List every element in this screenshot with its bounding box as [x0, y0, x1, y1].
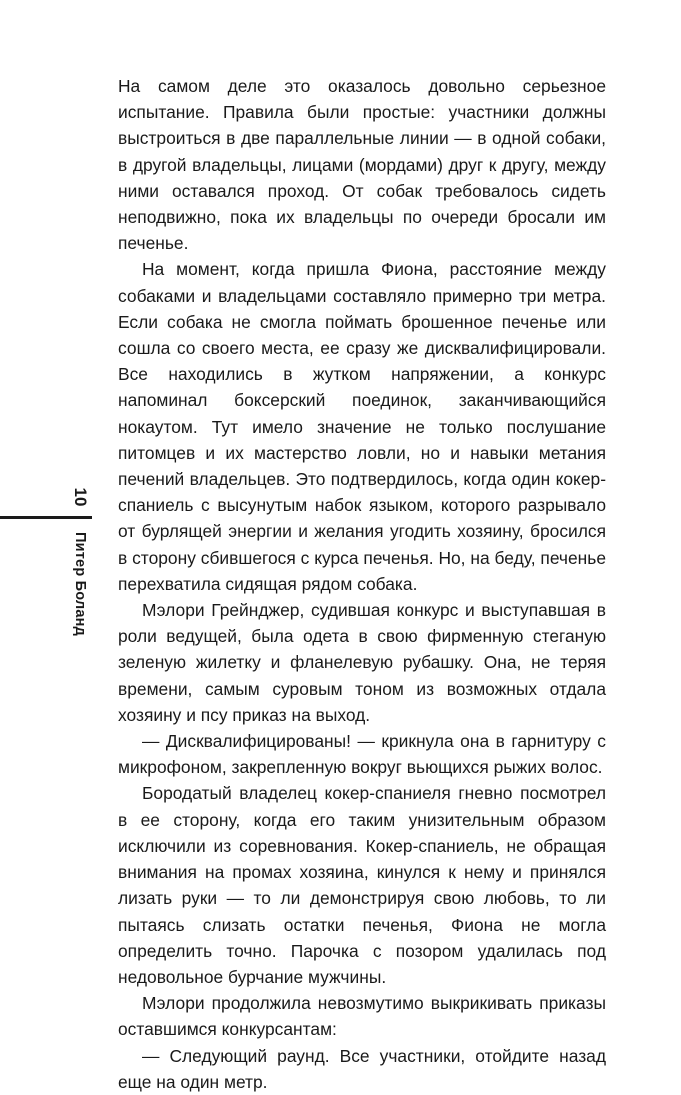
paragraph: — Дисквалифицированы! — крикнула она в гарнитуру с микрофоном, закрепленную вокруг вьющихся рыжих волос.	[118, 731, 606, 778]
running-head-author: Питер Боланд	[72, 532, 88, 636]
paragraph: Мэлори Грейнджер, судившая конкурс и выступавшая в роли ведущей, была одета в свою фирменную стеганую зеленую жилетку и фланелевую рубашку. Она, не теряя времени, самым суровым тоном из возможных отдала хозяину и псу приказ на выход.	[118, 600, 606, 725]
paragraph: Бородатый владелец кокер-спаниеля гневно посмотрел в ее сторону, когда его таким унизительным образом исключили из соревнования. Кокер-спаниель, не обращая внимания на промах хозяина, кинулся к нему и принялся лизать руки — то ли демонстрируя свою любовь, то ли пытаясь слизать остатки печенья, Фиона не могла определить точно. Парочка с позором удалилась под недовольное бурчание мужчины.	[118, 783, 606, 987]
paragraph: На самом деле это оказалось довольно серьезное испытание. Правила были простые: участники должны выстроиться в две параллельные линии — в одной собаки, в другой владельцы, лицами (мордами) друг к другу, между ними оставался проход. От собак требовалось сидеть неподвижно, пока их владельцы по очереди бросали им печенье.	[118, 76, 606, 254]
page-number: 10	[71, 487, 90, 507]
body-text	[118, 73, 606, 1095]
paragraph: — Следующий раунд. Все участники, отойдите назад еще на один метр.	[118, 1045, 606, 1092]
paragraph: На момент, когда пришла Фиона, расстояние между собаками и владельцами составляло примерно три метра. Если собака не смогла поймать брошенное печенье или сошла со своего места, ее сразу же дисквалифицировали. Все находились в жутком напряжении, а конкурс напоминал боксерский поединок, заканчивающийся нокаутом. Тут имело значение не только послушание питомцев и их мастерство ловли, но и навыки метания печений владельцев. Это подтвердилось, когда один кокер-спаниель с высунутым набок языком, которого разрывало от бурлящей энергии и желания угодить хозяину, бросился в сторону сбившегося с курса печенья. Но, на беду, печенье перехватила сидящая рядом собака.	[118, 259, 606, 594]
paragraph: Мэлори продолжила невозмутимо выкрикивать приказы оставшимся конкурсантам:	[118, 993, 606, 1040]
